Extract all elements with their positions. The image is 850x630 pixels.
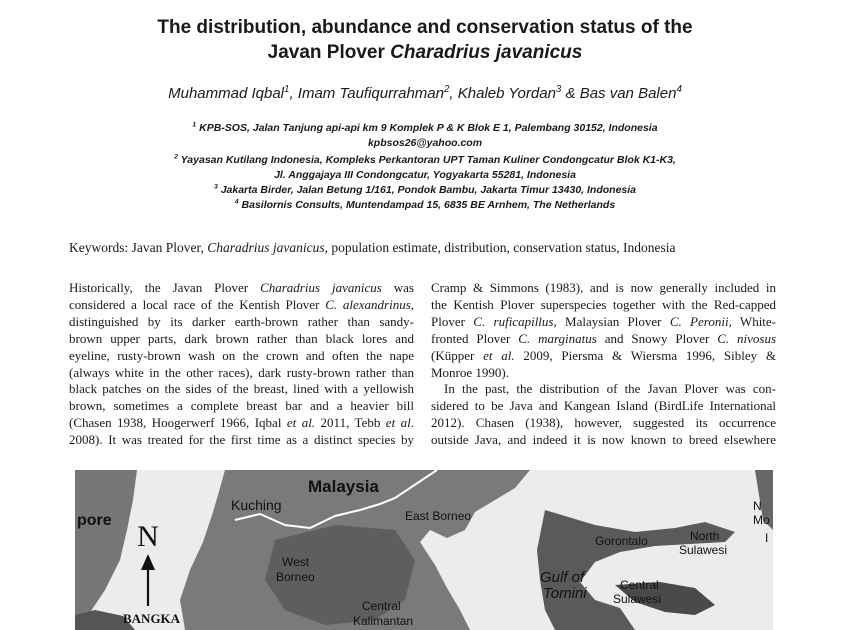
affiliation-mark: 4	[234, 198, 239, 206]
author-separator: ,	[289, 85, 298, 102]
affiliation-text: KPB-SOS, Jalan Tanjung api-api km 9 Komplek P & K Blok E 1, Palembang 30152, Indonesia	[196, 122, 658, 134]
body-text-line	[69, 365, 414, 382]
body-text: (Chasen 1938, Hoogerwerf 1966, Iqbal	[69, 415, 287, 431]
map-label-central-kal-2: Kalimantan	[353, 614, 414, 628]
body-text-line	[69, 348, 414, 365]
body-text: Plover	[431, 313, 474, 329]
author-list	[0, 85, 850, 102]
title-species: Charadrius javanicus	[390, 42, 583, 63]
affiliation-mark: 2	[174, 153, 178, 161]
body-text-italic: C. alexandrinus	[325, 296, 411, 312]
body-text-line	[69, 297, 414, 314]
body-text: the Kentish Plover superspecies together with the Red-capped	[431, 296, 776, 312]
body-text-line	[69, 432, 414, 449]
body-text: brown, sometimes a complete breast bar and a heavier bill	[69, 398, 414, 414]
map-label-gorontalo: Gorontalo	[595, 534, 648, 548]
body-text: , White-	[728, 313, 777, 329]
author-separator: &	[561, 85, 580, 102]
affiliation-text: Jl. Anggajaya III Condongcatur, Yogyakarta 55281, Indonesia	[274, 169, 576, 181]
body-text: fronted Plover	[431, 330, 519, 346]
north-arrow-label: N	[137, 520, 159, 553]
body-text: was	[381, 280, 414, 295]
body-text-line	[431, 365, 776, 382]
body-text-line	[69, 314, 414, 331]
body-text: 2012). Chasen (1938), however, suggested its occurrence	[431, 415, 776, 431]
map-figure	[75, 470, 773, 630]
affiliation-text: Yayasan Kutilang Indonesia, Kompleks Perkantoran UPT Taman Kuliner Condongcatur Blok K1-K3,	[177, 154, 676, 166]
map-label-edge-mo: Mo	[753, 513, 770, 527]
body-text-line	[431, 348, 776, 365]
body-text: and Snowy Plover	[596, 330, 718, 346]
affiliation-line	[0, 121, 850, 135]
body-text-line	[431, 432, 776, 449]
map-label-central-kal-1: Central	[362, 599, 401, 613]
body-text: , Malaysian Plover	[553, 313, 670, 329]
author-affiliation-mark: 3	[555, 84, 562, 95]
body-column-right	[431, 280, 776, 449]
body-text-line	[431, 297, 776, 314]
body-text-italic: C. nivosus	[717, 330, 777, 346]
body-text: 2011, Tebb	[315, 415, 386, 431]
body-text-line	[431, 280, 776, 297]
author-name: Bas van Balen	[579, 85, 677, 102]
body-text-italic: Charadrius javanicus	[260, 280, 382, 295]
body-text-line	[431, 314, 776, 331]
affiliation-line	[0, 198, 850, 212]
map-label-gulf-2: Tomini	[543, 585, 587, 602]
paper-title-line-1: The distribution, abundance and conservation status of the	[157, 17, 693, 38]
body-text: eyeline, rusty-brown wash on the crown and often the nape	[69, 347, 414, 363]
author-name: Khaleb Yordan	[457, 85, 556, 102]
body-text-italic: C. ruficapillus	[473, 313, 554, 329]
keywords	[69, 240, 789, 256]
body-text: In the past, the distribution of the Javan Plover was con-	[431, 381, 776, 397]
body-text-line	[69, 398, 414, 415]
paper-title-line-2	[0, 41, 850, 65]
body-text: 2008). It was treated for the first time as a distinct species by	[69, 432, 414, 448]
body-text: Monroe 1990).	[431, 364, 509, 380]
affiliation-mark: 1	[192, 121, 197, 129]
body-text-line	[69, 381, 414, 398]
body-column-left	[69, 280, 414, 449]
map-label-pore: pore	[77, 512, 112, 529]
body-text: sidered to be Java and Kangean Island (BirdLife International	[431, 398, 776, 414]
map-label-edge-n: N	[753, 499, 762, 513]
body-text: outside Java, and indeed it is now known to breed elsewhere	[431, 432, 776, 448]
affiliation-line	[0, 168, 850, 182]
author-affiliation-mark: 1	[284, 84, 290, 95]
body-text: considered a local race of the Kentish Plover	[69, 296, 326, 312]
body-text-italic: et al.	[483, 347, 515, 363]
author-name: Muhammad Iqbal	[168, 85, 285, 102]
affiliation-text: Jakarta Birder, Jalan Betung 1/161, Pondok Bambu, Jakarta Timur 13430, Indonesia	[217, 184, 637, 196]
body-text-line	[431, 415, 776, 432]
body-text-line	[69, 280, 414, 297]
affiliation-line	[0, 183, 850, 197]
body-text: brown upper parts, dark brown rather than black lores and	[69, 330, 414, 346]
map-label-west-borneo-2: Borneo	[276, 570, 315, 584]
body-text: ,	[410, 296, 415, 312]
body-text-line	[431, 398, 776, 415]
body-text-italic: et al	[385, 415, 411, 431]
map-label-bangka: BANGKA	[123, 611, 181, 626]
title-plain: Javan Plover	[267, 42, 391, 63]
author-separator: ,	[449, 85, 458, 102]
body-text-line	[69, 415, 414, 432]
body-text: Historically, the Javan Plover	[69, 280, 261, 295]
body-text: distinguished by its darker earth-brown rather than sandy-	[69, 313, 414, 329]
keywords-label: Keywords:	[69, 240, 129, 255]
keywords-species: Charadrius javanicus	[207, 240, 325, 255]
author-name: Imam Taufiqurrahman	[297, 85, 444, 102]
map-label-gulf-1: Gulf of	[540, 569, 585, 586]
map-label-central-sulawesi-2: Sulawesi	[613, 592, 662, 606]
keywords-text: Javan Plover,	[128, 240, 208, 255]
map-label-east-borneo: East Borneo	[405, 509, 472, 523]
body-text-line	[431, 331, 776, 348]
body-text-line	[431, 381, 776, 398]
distribution-map	[75, 470, 773, 630]
map-label-kuching: Kuching	[231, 497, 282, 513]
body-text: black patches on the sides of the breast, lined with a yellowish	[69, 381, 414, 397]
map-label-west-borneo-1: West	[282, 555, 310, 569]
body-text: (Küpper	[431, 347, 484, 363]
map-label-central-sulawesi-1: Central	[620, 578, 659, 592]
author-affiliation-mark: 4	[676, 84, 682, 95]
body-text: .	[410, 415, 414, 431]
map-label-edge-i: I	[765, 531, 769, 545]
body-text-line	[69, 331, 414, 348]
map-label-north-sulawesi-2: Sulawesi	[679, 543, 728, 557]
author-affiliation-mark: 2	[443, 84, 450, 95]
body-text: (always white in the other races), dark rusty-brown rather than	[69, 364, 414, 380]
keywords-text-rest: , population estimate, distribution, conservation status, Indonesia	[324, 240, 676, 255]
affiliation-text: Basilornis Consults, Muntendampad 15, 6835 BE Arnhem, The Netherlands	[238, 199, 616, 211]
affiliation-mark: 3	[213, 183, 218, 191]
affiliation-line	[0, 136, 850, 150]
body-text: 2009, Piersma & Wiersma 1996, Sibley &	[514, 347, 776, 363]
body-text-italic: C. Peronii	[669, 313, 729, 329]
map-label-malaysia: Malaysia	[308, 477, 379, 496]
affiliation-text: kpbsos26@yahoo.com	[367, 137, 483, 149]
body-text: Cramp & Simmons (1983), and is now generally included in	[431, 280, 776, 295]
map-label-north-sulawesi-1: North	[690, 529, 720, 543]
affiliation-line	[0, 153, 850, 167]
body-text-italic: et al.	[286, 415, 316, 431]
body-text-italic: C. marginatus	[518, 330, 597, 346]
